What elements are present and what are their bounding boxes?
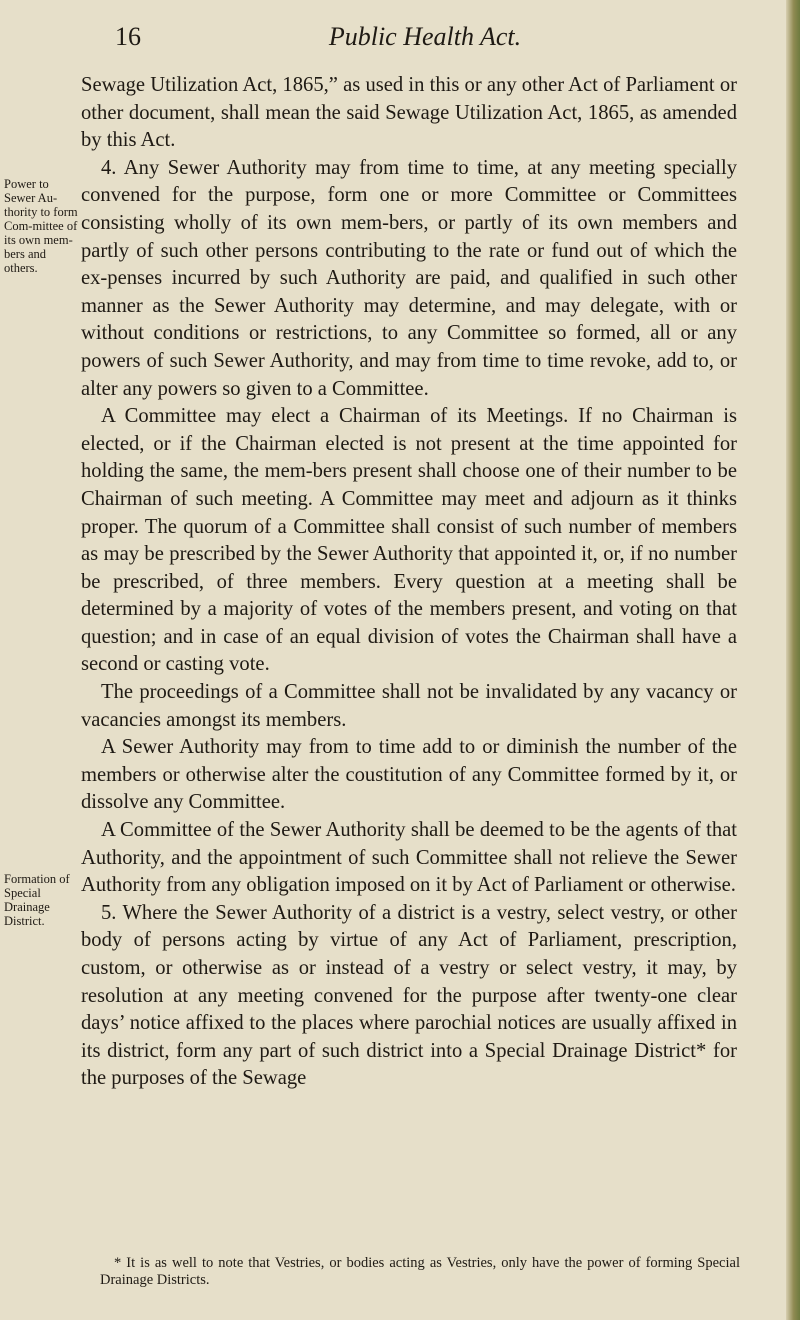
paragraph-chairman: A Committee may elect a Chairman of its Meetings. If no Chairman is elected, or if the Chairman elected is not present at the time appointed for holding the same, the mem-bers present shall choose one of their number to be Chairman of such meeting. A Committee may meet and adjourn as it thinks proper. The quorum of a Committee shall consist of such number of members as may be prescribed by the Sewer Authority that appointed it, or, if no number be prescribed, of three members. Every question at a meeting shall be determined by a majority of votes of the members present, and voting on that question; and in case of an equal division of votes the Chairman shall have a second or casting vote. (81, 405, 737, 676)
paragraph-section-4: 4. Any Sewer Authority may from time to time, at any meeting specially convened for the purpose, form one or more Committee or Committees consisting wholly of its own mem-bers, or partly of its own members and partly of such other persons contributing to the rate or fund out of which the ex-penses incurred by such Authority are paid, and qualified in such other manner as the Sewer Authority may determine, and may delegate, with or without conditions or restrictions, to any Committee so formed, all or any powers of such Sewer Authority, and may from time to time revoke, add to, or alter any powers so given to a Committee. (81, 156, 737, 400)
paragraph-section-5: 5. Where the Sewer Authority of a district is a vestry, select vestry, or other body of persons acting by virtue of any Act of Parliament, prescription, custom, or otherwise as or instead of a vestry or select vestry, it may, by resolution at any meeting convened for the purpose after twenty-one clear days’ notice affixed to the places where parochial notices are usually affixed in its district, form any part of such district into a Special Drainage District* for the purposes of the Sewage (81, 901, 737, 1090)
footnote-text: * It is as well to note that Vestries, or bodies acting as Vestries, only have the power of forming Special Drainage Districts. (100, 1255, 740, 1288)
page-number: 16 (115, 22, 141, 51)
paragraph-agents: A Committee of the Sewer Authority shall be deemed to be the agents of that Authority, and the appointment of such Committee shall not relieve the Sewer Authority from any obligation imposed on it by Act of Parliament or otherwise. (81, 819, 737, 897)
page-header (115, 22, 735, 62)
side-note-power-to-form-committee: Power to Sewer Au-thority to form Com-mittee of its own mem-bers and others. (4, 177, 78, 275)
paragraph-continuation: Sewage Utilization Act, 1865,” as used in this or any other Act of Parliament or other document, shall mean the said Sewage Utilization Act, 1865, as amended by this Act. (81, 74, 737, 152)
page-edge (786, 0, 800, 1320)
side-note-special-drainage-district: Formation of Special Drainage District. (4, 872, 70, 928)
paragraph-proceedings: The proceedings of a Committee shall not be invalidated by any vacancy or vacancies amongst its members. (81, 681, 737, 731)
paragraph-alter-constitution: A Sewer Authority may from to time add to or diminish the number of the members or otherwise alter the coustitution of any Committee formed by it, or dissolve any Committee. (81, 736, 737, 814)
body-text (81, 72, 737, 1093)
footnote (100, 1255, 740, 1289)
running-title: Public Health Act. (328, 22, 522, 51)
